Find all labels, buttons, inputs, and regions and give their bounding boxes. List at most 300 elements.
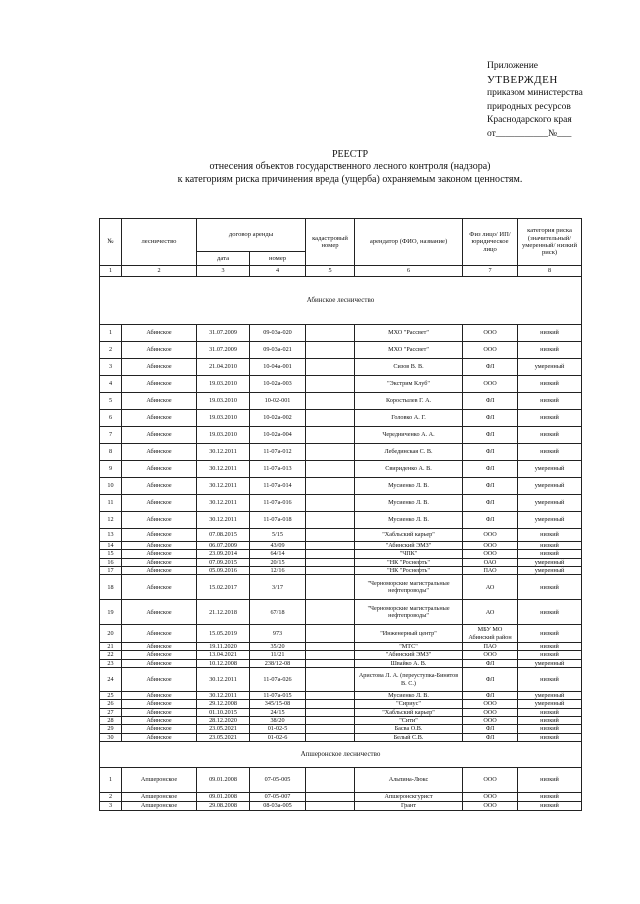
person-type-cell: ООО [463,767,518,792]
table-row [100,643,582,651]
column-index: 7 [463,266,518,277]
lease-date-cell: 23.09.2014 [197,550,250,558]
lease-date-cell: 19.11.2020 [197,643,250,651]
forestry-cell: Абинское [122,566,197,574]
column-index: 3 [197,266,250,277]
tenant-cell: "Абинский ЭМЗ" [355,542,463,550]
person-type-cell: ФЛ [463,478,518,495]
cadastral-cell [306,512,355,529]
risk-category-cell: низкий [518,575,582,600]
cadastral-cell [306,625,355,643]
person-type-cell: ООО [463,801,518,810]
person-type-cell: ФЛ [463,495,518,512]
forestry-cell: Абинское [122,529,197,542]
cadastral-cell [306,461,355,478]
forestry-cell: Абинское [122,733,197,741]
lease-number-cell: 11-07а-013 [250,461,306,478]
column-index: 5 [306,266,355,277]
risk-category-cell: умеренный [518,478,582,495]
tenant-cell: "Абинский ЭМЗ" [355,651,463,659]
risk-category-cell: низкий [518,410,582,427]
forestry-cell: Абинское [122,376,197,393]
row-number-cell: 14 [100,542,122,550]
tenant-cell: "Черноморские магистральные нефтепроводы" [355,600,463,625]
col-cadastral-header: кадастровый номер [306,219,355,266]
forestry-cell: Абинское [122,342,197,359]
lease-date-cell: 21.12.2018 [197,600,250,625]
risk-category-cell: умеренный [518,512,582,529]
table-row [100,801,582,810]
lease-number-cell: 11-07а-018 [250,512,306,529]
tenant-cell: "Хабльский карьер" [355,708,463,716]
lease-date-cell: 30.12.2011 [197,478,250,495]
lease-date-cell: 29.08.2008 [197,801,250,810]
tenant-cell: Головко А. Г. [355,410,463,427]
row-number-cell: 13 [100,529,122,542]
cadastral-cell [306,700,355,708]
tenant-cell: Швайко А. В. [355,659,463,667]
person-type-cell: ООО [463,716,518,724]
person-type-cell: ООО [463,529,518,542]
person-type-cell: ФЛ [463,725,518,733]
forestry-cell: Абинское [122,325,197,342]
column-index: 6 [355,266,463,277]
table-row [100,792,582,801]
table-row [100,410,582,427]
lease-number-cell: 35/20 [250,643,306,651]
table-row [100,700,582,708]
lease-number-cell: 238/12-08 [250,659,306,667]
lease-date-cell: 30.12.2011 [197,668,250,692]
risk-category-cell: низкий [518,342,582,359]
row-number-cell: 17 [100,566,122,574]
cadastral-cell [306,495,355,512]
row-number-cell: 9 [100,461,122,478]
lease-number-cell: 38/20 [250,716,306,724]
lease-date-cell: 09.01.2008 [197,767,250,792]
row-number-cell: 2 [100,342,122,359]
tenant-cell: Альпина-Люкс [355,767,463,792]
col-number-header: номер [250,252,306,266]
table-row [100,325,582,342]
person-type-cell: ФЛ [463,393,518,410]
risk-category-cell: низкий [518,325,582,342]
tenant-cell: "Инженерный центр" [355,625,463,643]
person-type-cell: ООО [463,325,518,342]
lease-date-cell: 15.02.2017 [197,575,250,600]
tenant-cell: Апшеронскгурист [355,792,463,801]
cadastral-cell [306,393,355,410]
forestry-cell: Абинское [122,668,197,692]
col-num-header: № [100,219,122,266]
row-number-cell: 7 [100,427,122,444]
forestry-cell: Абинское [122,700,197,708]
approval-block [487,60,583,141]
lease-number-cell: 11-07а-015 [250,692,306,700]
col-tenant-header: арендатор (ФИО, название) [355,219,463,266]
lease-date-cell: 23.05.2021 [197,725,250,733]
table-row [100,376,582,393]
column-index: 2 [122,266,197,277]
tenant-cell: Аристова Л. А. (переуступка-Бинятов В. С.) [355,668,463,692]
forestry-cell: Абинское [122,495,197,512]
tenant-cell: "ЧПК" [355,550,463,558]
risk-category-cell: низкий [518,376,582,393]
col-lease-header: договор аренды [197,219,306,252]
row-number-cell: 1 [100,325,122,342]
lease-number-cell: 345/15-08 [250,700,306,708]
lease-number-cell: 11/21 [250,651,306,659]
cadastral-cell [306,692,355,700]
row-number-cell: 16 [100,558,122,566]
row-number-cell: 11 [100,495,122,512]
person-type-cell: ФЛ [463,359,518,376]
tenant-cell: "НК "Роснефть" [355,566,463,574]
lease-number-cell: 10-02-001 [250,393,306,410]
lease-number-cell: 5/15 [250,529,306,542]
tenant-cell: Мусиенко Л. В. [355,478,463,495]
person-type-cell: ООО [463,708,518,716]
row-number-cell: 23 [100,659,122,667]
lease-date-cell: 19.03.2010 [197,376,250,393]
cadastral-cell [306,542,355,550]
lease-date-cell: 21.04.2010 [197,359,250,376]
risk-category-cell: умеренный [518,558,582,566]
table-row [100,427,582,444]
person-type-cell: МБУ МО Абинский район [463,625,518,643]
lease-number-cell: 64/14 [250,550,306,558]
risk-category-cell: умеренный [518,495,582,512]
row-number-cell: 10 [100,478,122,495]
lease-date-cell: 30.12.2011 [197,512,250,529]
table-row [100,359,582,376]
tenant-cell: "НК "Роснефть" [355,558,463,566]
column-index: 4 [250,266,306,277]
column-index: 1 [100,266,122,277]
lease-number-cell: 11-07а-016 [250,495,306,512]
risk-category-cell: низкий [518,792,582,801]
tenant-cell: "Сириус" [355,700,463,708]
lease-number-cell: 01-02-5 [250,725,306,733]
tenant-cell: МХО "Рассвет" [355,342,463,359]
lease-date-cell: 19.03.2010 [197,410,250,427]
appendix-label: Приложение [487,61,538,71]
risk-category-cell: низкий [518,542,582,550]
tenant-cell: "Экстрим Клуб" [355,376,463,393]
lease-number-cell: 973 [250,625,306,643]
lease-date-cell: 31.07.2009 [197,342,250,359]
cadastral-cell [306,725,355,733]
lease-date-cell: 06.07.2009 [197,542,250,550]
cadastral-cell [306,444,355,461]
col-forestry-header: лесничество [122,219,197,266]
header-row [100,219,582,252]
cadastral-cell [306,376,355,393]
lease-date-cell: 30.12.2011 [197,495,250,512]
risk-category-cell: низкий [518,643,582,651]
forestry-cell: Абинское [122,600,197,625]
cadastral-cell [306,566,355,574]
forestry-cell: Абинское [122,625,197,643]
cadastral-cell [306,575,355,600]
lease-date-cell: 07.09.2015 [197,558,250,566]
table-row [100,529,582,542]
person-type-cell: ПАО [463,566,518,574]
tenant-cell: "Хабльский карьер" [355,529,463,542]
lease-date-cell: 23.05.2021 [197,733,250,741]
lease-date-cell: 05.09.2016 [197,566,250,574]
lease-date-cell: 09.01.2008 [197,792,250,801]
person-type-cell: ООО [463,550,518,558]
forestry-cell: Апшеронское [122,801,197,810]
forestry-cell: Абинское [122,716,197,724]
date-number-line: от___________№___ [487,128,572,139]
table-row [100,393,582,410]
row-number-cell: 30 [100,733,122,741]
lease-date-cell: 29.12.2008 [197,700,250,708]
row-number-cell: 3 [100,359,122,376]
table-row [100,725,582,733]
row-number-cell: 26 [100,700,122,708]
tenant-cell: Басва О.В. [355,725,463,733]
column-index-row [100,266,582,277]
row-number-cell: 1 [100,767,122,792]
forestry-cell: Абинское [122,461,197,478]
row-number-cell: 29 [100,725,122,733]
order-line: приказом министерства [487,88,583,98]
risk-category-cell: низкий [518,529,582,542]
forestry-cell: Абинское [122,651,197,659]
cadastral-cell [306,643,355,651]
person-type-cell: ФЛ [463,410,518,427]
risk-category-cell: низкий [518,427,582,444]
forestry-cell: Абинское [122,558,197,566]
risk-category-cell: низкий [518,733,582,741]
cadastral-cell [306,342,355,359]
table-row [100,708,582,716]
table-row [100,692,582,700]
cadastral-cell [306,708,355,716]
risk-category-cell: низкий [518,725,582,733]
cadastral-cell [306,792,355,801]
row-number-cell: 8 [100,444,122,461]
risk-category-cell: низкий [518,668,582,692]
table-row [100,600,582,625]
document-title: РЕЕСТР [331,149,369,160]
forestry-cell: Абинское [122,550,197,558]
section-header-row [100,277,582,325]
person-type-cell: ФЛ [463,427,518,444]
risk-category-cell: низкий [518,600,582,625]
lease-number-cell: 67/18 [250,600,306,625]
risk-category-cell: умеренный [518,461,582,478]
risk-category-cell: умеренный [518,692,582,700]
person-type-cell: ООО [463,342,518,359]
forestry-cell: Абинское [122,659,197,667]
lease-number-cell: 09-03а-020 [250,325,306,342]
person-type-cell: ООО [463,792,518,801]
lease-number-cell: 07-05-007 [250,792,306,801]
lease-number-cell: 10-02а-004 [250,427,306,444]
lease-number-cell: 10-02а-003 [250,376,306,393]
row-number-cell: 22 [100,651,122,659]
lease-date-cell: 30.12.2011 [197,461,250,478]
lease-date-cell: 13.04.2021 [197,651,250,659]
lease-number-cell: 24/15 [250,708,306,716]
person-type-cell: ПАО [463,643,518,651]
person-type-cell: ФЛ [463,659,518,667]
risk-category-cell: умеренный [518,359,582,376]
section-title: Абинское лесничество [100,277,582,325]
person-type-cell: ООО [463,651,518,659]
lease-date-cell: 31.07.2009 [197,325,250,342]
risk-category-cell: низкий [518,767,582,792]
risk-category-cell: умеренный [518,659,582,667]
tenant-cell: Мусиенко Л. В. [355,495,463,512]
table-row [100,668,582,692]
risk-category-cell: умеренный [518,566,582,574]
person-type-cell: ООО [463,376,518,393]
lease-number-cell: 09-03а-021 [250,342,306,359]
table-row [100,575,582,600]
forestry-cell: Абинское [122,725,197,733]
lease-number-cell: 10-02а-002 [250,410,306,427]
lease-date-cell: 28.12.2020 [197,716,250,724]
col-risk-header: категория риска (значительный/умеренный/ низкий риск) [518,219,582,266]
lease-date-cell: 15.05.2019 [197,625,250,643]
cadastral-cell [306,427,355,444]
forestry-cell: Абинское [122,410,197,427]
row-number-cell: 4 [100,376,122,393]
region-line: Краснодарского края [487,115,572,125]
row-number-cell: 2 [100,792,122,801]
table-row [100,733,582,741]
col-person-type-header: Физ лицо/ ИП/ юридическое лицо [463,219,518,266]
person-type-cell: ФЛ [463,461,518,478]
cadastral-cell [306,767,355,792]
section-header-row [100,741,582,767]
table-row [100,461,582,478]
lease-number-cell: 43/09 [250,542,306,550]
lease-date-cell: 10.12.2008 [197,659,250,667]
person-type-cell: ООО [463,700,518,708]
tenant-cell: Свириденко А. В. [355,461,463,478]
person-type-cell: ОАО [463,558,518,566]
row-number-cell: 28 [100,716,122,724]
table-row [100,444,582,461]
tenant-cell: Коростылев Г. А. [355,393,463,410]
row-number-cell: 21 [100,643,122,651]
row-number-cell: 19 [100,600,122,625]
cadastral-cell [306,801,355,810]
cadastral-cell [306,410,355,427]
cadastral-cell [306,651,355,659]
lease-date-cell: 07.08.2015 [197,529,250,542]
risk-category-cell: низкий [518,708,582,716]
tenant-cell: Чередниченко А. А. [355,427,463,444]
tenant-cell: Сизов В. В. [355,359,463,376]
table-row [100,542,582,550]
row-number-cell: 27 [100,708,122,716]
cadastral-cell [306,733,355,741]
table-row [100,767,582,792]
row-number-cell: 12 [100,512,122,529]
table-row [100,550,582,558]
cadastral-cell [306,558,355,566]
tenant-cell: "Черноморские магистральные нефтепроводы" [355,575,463,600]
col-date-header: дата [197,252,250,266]
risk-category-cell: низкий [518,801,582,810]
tenant-cell: Лебединская С. В. [355,444,463,461]
risk-category-cell: низкий [518,393,582,410]
person-type-cell: АО [463,575,518,600]
risk-category-cell: низкий [518,716,582,724]
table-row [100,625,582,643]
registry-table [99,218,582,811]
lease-number-cell: 11-07а-012 [250,444,306,461]
table-row [100,716,582,724]
lease-number-cell: 3/17 [250,575,306,600]
forestry-cell: Абинское [122,643,197,651]
table-row [100,558,582,566]
registry-body [100,219,582,811]
lease-number-cell: 11-07а-026 [250,668,306,692]
row-number-cell: 25 [100,692,122,700]
lease-number-cell: 07-05-005 [250,767,306,792]
person-type-cell: ФЛ [463,512,518,529]
section-title: Апшеронское лесничество [100,741,582,767]
table-row [100,659,582,667]
table-row [100,342,582,359]
person-type-cell: ФЛ [463,733,518,741]
tenant-cell: "Сити" [355,716,463,724]
forestry-cell: Абинское [122,575,197,600]
row-number-cell: 20 [100,625,122,643]
lease-number-cell: 11-07а-014 [250,478,306,495]
person-type-cell: ФЛ [463,668,518,692]
table-row [100,478,582,495]
forestry-cell: Абинское [122,692,197,700]
risk-category-cell: низкий [518,625,582,643]
forestry-cell: Абинское [122,512,197,529]
approved-label: УТВЕРЖДЕН [487,73,558,86]
lease-date-cell: 19.03.2010 [197,427,250,444]
person-type-cell: ООО [463,542,518,550]
row-number-cell: 15 [100,550,122,558]
forestry-cell: Абинское [122,393,197,410]
lease-date-cell: 01.10.2015 [197,708,250,716]
tenant-cell: "МТС" [355,643,463,651]
cadastral-cell [306,359,355,376]
row-number-cell: 24 [100,668,122,692]
row-number-cell: 6 [100,410,122,427]
document-subtitle-1: отнесения объектов государственного лесного контроля (надзора) [209,161,491,172]
table-row [100,566,582,574]
lease-number-cell: 10-04а-001 [250,359,306,376]
lease-date-cell: 19.03.2010 [197,393,250,410]
person-type-cell: ФЛ [463,692,518,700]
forestry-cell: Абинское [122,542,197,550]
column-index: 8 [518,266,582,277]
lease-number-cell: 01-02-6 [250,733,306,741]
table-row [100,512,582,529]
forestry-cell: Абинское [122,444,197,461]
row-number-cell: 5 [100,393,122,410]
cadastral-cell [306,659,355,667]
forestry-cell: Апшеронское [122,767,197,792]
tenant-cell: Мусиенко Л. В. [355,512,463,529]
ministry-line: природных ресурсов [487,101,571,112]
